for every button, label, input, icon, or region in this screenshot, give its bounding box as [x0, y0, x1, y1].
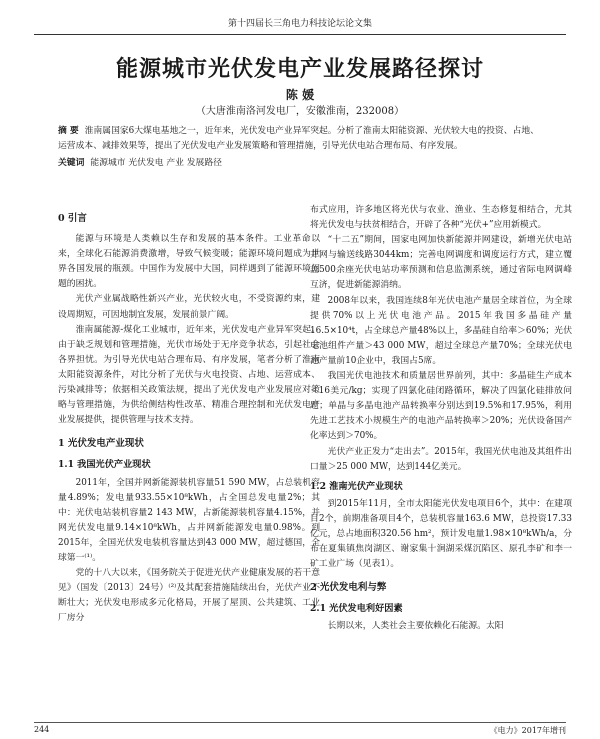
- paragraph: 党的十八大以来，《国务院关于促进光伏产业健康发展的若干意见》（国发〔2013〕24号）⁽²⁾及其配套措施陆续出台，光伏产业不断壮大；光伏发电形成多元化格局，开展了屋顶、公共建筑、工业厂房分: [58, 568, 320, 624]
- paragraph: 到2015年11月，全市太阳能光伏发电项目6个，其中：在建项目2个，前期准备项目4个，总装机容量163.6 MW，总投资17.33亿元，总占地面积320.56 hm²，预计发电量1.98×10⁸kWh/a，分布在夏集镇焦岗湖区、谢家集十涧湖采煤沉陷区、原孔李矿和李一矿工业广场（见表1）。: [310, 498, 572, 570]
- left-column: [58, 203, 320, 626]
- abstract: [58, 124, 542, 154]
- right-column: [310, 203, 572, 635]
- abstract-label: 摘 要: [58, 126, 79, 136]
- running-title: 第十四届长三角电力科技论坛论文集: [227, 19, 372, 29]
- paragraph: 长期以来，人类社会主要依赖化石能源。太阳: [327, 621, 504, 632]
- paragraph: 能源与环境是人类赖以生存和发展的基本条件。工业革命以来，全球化石能源消费激增，导致气候变暖；能源环境问题成为世界各国发展的瓶颈。中国作为发展中大国，同样遇到了能源环境问题的困扰。: [58, 234, 320, 290]
- abstract-block: [58, 124, 542, 171]
- subsection-heading: 1.2 淮南光伏产业现状: [310, 480, 403, 492]
- subsection-heading: 2.1 光伏发电利好因素: [310, 603, 403, 615]
- keywords-text: 能源城市 光伏发电 产业 发展路径: [90, 158, 222, 168]
- paragraph: 我国光伏电池技术和质量居世界前列，其中：多晶硅生产成本＜16美元/kg；实现了四氯化硅闭路循环，解决了四氯化硅排放问题；单晶与多晶电池产品转换率分别达到19.5%和17.95%，利用先进工艺技术小规模生产的电池产品转换率＞20%；光伏设备国产化率达到＞70%。: [310, 371, 572, 442]
- subsection-heading: 1.1 我国光伏产业现状: [58, 459, 151, 471]
- section-heading: 0 引言: [58, 213, 87, 224]
- author-name: 陈 媛: [285, 88, 315, 102]
- journal-name: 《电力》2017年增刊: [489, 726, 566, 735]
- keywords: [58, 156, 542, 171]
- running-header: [34, 14, 566, 35]
- paragraph: 光伏产业正发力“走出去”。2015年，我国光伏电池及其组件出口量＞25 000 MW，达到144亿美元。: [310, 446, 572, 472]
- author-affiliation: （大唐淮南洛河发电厂，安徽淮南，232008）: [195, 106, 405, 117]
- section-heading: 1 光伏发电产业现状: [58, 438, 144, 450]
- paragraph: 布式应用，许多地区将光伏与农业、渔业、生态修复相结合，尤其将光伏发电与扶贫相结合，开辟了各种“光伏+”应用新模式。: [310, 205, 572, 231]
- abstract-text: 淮南属国家6大煤电基地之一，近年来，光伏发电产业异军突起。分析了淮南太阳能资源、光伏较大电的投资、占地、运营成本、减排效果等，提出了光伏发电产业发展策略和管理措施，引导光伏电站合理布局、有序发展。: [58, 126, 539, 151]
- page-number: 244: [34, 725, 50, 734]
- page-footer: [34, 722, 566, 737]
- paragraph: 2011年，全国并网新能源装机容量51 590 MW，占总装机容量4.89%；发电量933.55×10⁸kWh，占全国总发电量2%；其中：光伏电站装机容量2 143 MW，占新能源装机容量4.15%，并网光伏发电量9.14×10⁸kWh，占并网新能源发电量0.98%。到2015年，全国光伏发电装机容量达到43 000 MW，超过德国，全球第一⁽¹⁾。: [58, 477, 320, 563]
- paragraph: “十二五”期间，国家电网加快新能源并网建设，新增光伏电站并网与输送线路3044km；完善电网调度和调度运行方式，建立覆盖500余座光伏电站功率预测和信息监测系统，通过省际电网调峰互济，促进新能源消纳。: [310, 235, 572, 291]
- section-heading: 2 光伏发电利与弊: [310, 582, 387, 594]
- paper-title: 能源城市光伏发电产业发展路径探讨: [115, 56, 484, 82]
- paragraph: 2008年以来，我国连续8年光伏电池产量居全球首位，为全球提供70%以上光伏电池产品。2015年我国多晶硅产量16.5×10⁴t，占全球总产量48%以上，多晶硅自给率＞60%；光伏电池组件产量＞43 000 MW，超过全球总产量70%；全球光伏电池产量前10企业中，我国占5席。: [310, 295, 572, 366]
- keywords-label: 关键词: [58, 158, 85, 168]
- paragraph: 光伏产业属战略性新兴产业，光伏较火电，不受资源约束，建设周期短，可因地制宜发展，发展前景广阔。: [58, 294, 320, 320]
- paragraph: 淮南属能源-煤化工业城市，近年来，光伏发电产业异军突起。由于缺乏规划和管理措施，光伏市场处于无序竞争状态，引起社会各界担忧。为引导光伏电站合理布局、有序发展，笔者分析了淮南太阳能资源条件，对比分析了光伏与火电投资、占地、运营成本、污染减排等；依据相关政策法规，提出了光伏发电产业发展应对策略与管理措施，为供给侧结构性改革、精准合理控制和光伏发电产业发展提供，提供管理与技术支持。: [58, 324, 320, 426]
